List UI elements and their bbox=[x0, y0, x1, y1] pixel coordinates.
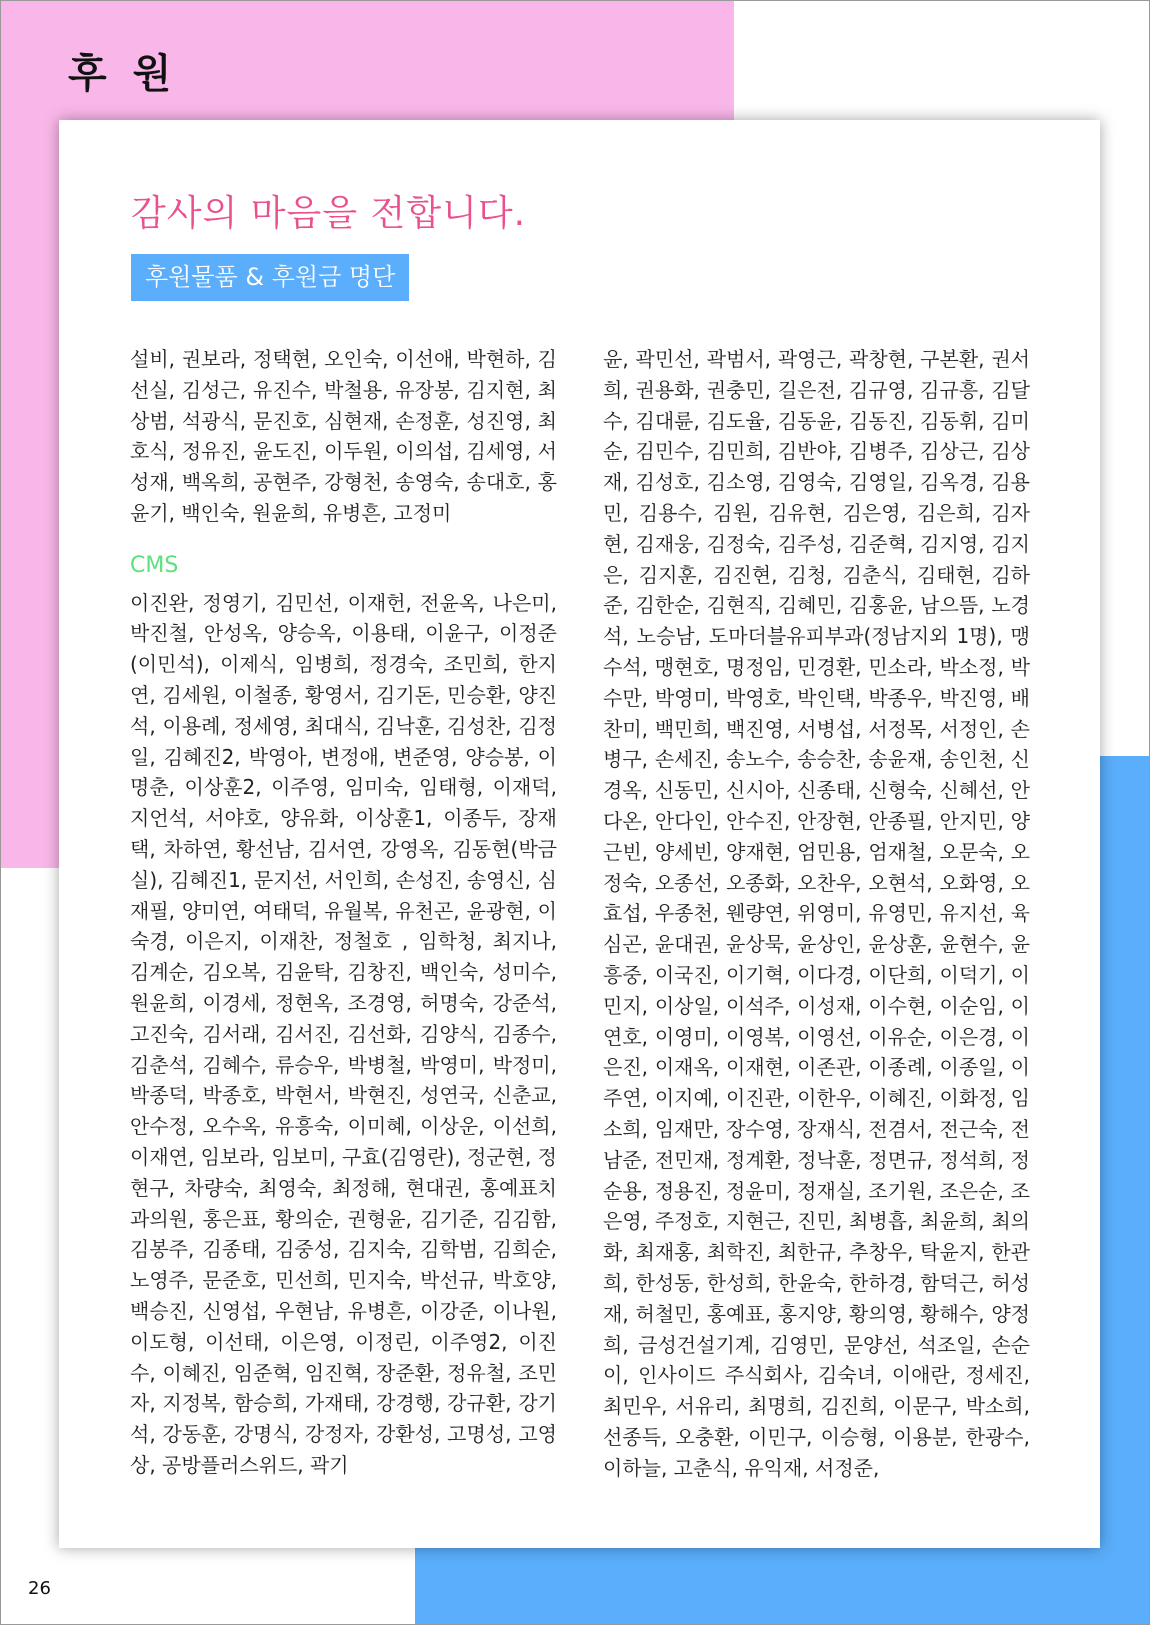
donors-intro-text: 설비, 권보라, 정택현, 오인숙, 이선애, 박현하, 김선실, 김성근, 유진수, 박철용, 유장봉, 김지현, 최상범, 석광식, 문진호, 심현재, 손정훈, 성진영, 최호식, 정유진, 윤도진, 이두원, 이의섭, 김세영, 서성재, 백옥희, 공현주, 강형천, 송영숙, 송대호, 홍윤기, 백인숙, 원윤희, 유병흔, 고정미 bbox=[130, 347, 557, 525]
donor-card bbox=[59, 120, 1100, 1548]
page-number: 26 bbox=[28, 1578, 51, 1599]
cms-heading: CMS bbox=[130, 552, 179, 578]
headline: 감사의 마음을 전합니다. bbox=[131, 193, 527, 234]
right-column bbox=[603, 344, 1030, 1483]
left-column bbox=[130, 344, 557, 1481]
cms-donors-left-text: 이진완, 정영기, 김민선, 이재헌, 전윤옥, 나은미, 박진철, 안성옥, 양승옥, 이용태, 이윤구, 이정준(이민석), 이제식, 임병희, 정경숙, 조민희, 한지연, 김세원, 이철종, 황영서, 김기돈, 민승환, 양진석, 이용례, 정세영, 최대식, 김낙훈, 김성찬, 김정일, 김혜진2, 박영아, 변정애, 변준영, 양승봉, 이명춘, 이상훈2, 이주영, 임미숙, 임태형, 이재덕, 지언석, 서야호, 양유화, 이상훈1, 이종두, 장재택, 차하연, 황선남, 김서연, 강영옥, 김동현(박금실), 김혜진1, 문지선, 서인희, 손성진, 송영신, 심재필, 양미연, 여태덕, 유월복, 유천곤, 윤광현, 이숙경, 이은지, 이재찬, 정철호 , 임학청, 최지나, 김계순, 김오복, 김윤탁, 김창진, 백인숙, 성미수, 원윤희, 이경세, 정현옥, 조경영, 허명숙, 강준석, 고진숙, 김서래, 김서진, 김선화, 김양식, 김종수, 김춘석, 김혜수, 류승우, 박병철, 박영미, 박정미, 박종덕, 박종호, 박현서, 박현진, 성연국, 신춘교, 안수정, 오수옥, 유흥숙, 이미혜, 이상운, 이선희, 이재연, 임보라, 임보미, 구효(김영란), 정군현, 정현구, 차량숙, 최영숙, 최정해, 현대권, 홍예표치과의원, 홍은표, 황의순, 권형윤, 김기준, 김김함, 김봉주, 김종태, 김중성, 김지숙, 김학범, 김희순, 노영주, 문준호, 민선희, 민지숙, 박선규, 박호양, 백승진, 신영섭, 우현남, 유병흔, 이강준, 이나원, 이도형, 이선태, 이은영, 이정린, 이주영2, 이진수, 이혜진, 임준혁, 임진혁, 장준환, 정유철, 조민자, 지정복, 함승희, 가재태, 강경행, 강규환, 강기석, 강동훈, 강명식, 강정자, 강환성, 고명성, 고영상, 공방플러스위드, 곽기 bbox=[130, 590, 557, 1477]
donor-list-label: 후원물품 & 후원금 명단 bbox=[131, 254, 409, 301]
cms-donors-right-text: 윤, 곽민선, 곽범서, 곽영근, 곽창현, 구본환, 권서희, 권용화, 권충민, 길은전, 김규영, 김규흥, 김달수, 김대륜, 김도율, 김동윤, 김동진, 김동휘, 김미순, 김민수, 김민희, 김반야, 김병주, 김상근, 김상재, 김성호, 김소영, 김영숙, 김영일, 김옥경, 김용민, 김용수, 김원, 김유현, 김은영, 김은희, 김자현, 김재웅, 김정숙, 김주성, 김준혁, 김지영, 김지은, 김지훈, 김진현, 김청, 김춘식, 김태현, 김하준, 김한순, 김현직, 김혜민, 김홍윤, 남으뜸, 노경석, 노승남, 도마더블유피부과(정남지외 1명), 맹수석, 맹현호, 명정임, 민경환, 민소라, 박소정, 박수만, 박영미, 박영호, 박인택, 박종우, 박진영, 배찬미, 백민희, 백진영, 서병섭, 서정목, 서정인, 손병구, 손세진, 송노수, 송승찬, 송윤재, 송인천, 신경옥, 신동민, 신시아, 신종태, 신형숙, 신혜선, 안다온, 안다인, 안수진, 안장현, 안종필, 안지민, 양근빈, 양세빈, 양재현, 엄민용, 엄재철, 오문숙, 오정숙, 오종선, 오종화, 오찬우, 오현석, 오화영, 오효섭, 우종천, 웬량연, 위영미, 유영민, 유지선, 육심곤, 윤대권, 윤상묵, 윤상인, 윤상훈, 윤현수, 윤흥중, 이국진, 이기혁, 이다경, 이단희, 이덕기, 이민지, 이상일, 이석주, 이성재, 이수현, 이순임, 이연호, 이영미, 이영복, 이영선, 이유순, 이은경, 이은진, 이재옥, 이재현, 이존관, 이종례, 이종일, 이주연, 이지예, 이진관, 이한우, 이혜진, 이화정, 임소희, 임재만, 장수영, 장재식, 전겸서, 전근숙, 전남준, 전민재, 정계환, 정낙훈, 정면규, 정석희, 정순용, 정용진, 정윤미, 정재실, 조기원, 조은순, 조은영, 주정호, 지현근, 진민, 최병흡, 최윤희, 최의화, 최재홍, 최학진, 최한규, 추창우, 탁윤지, 한관희, 한성동, 한성희, 한윤숙, 한하경, 함덕근, 허성재, 허철민, 홍예표, 홍지양, 황의영, 황해수, 양정희, 금성건설기계, 김영민, 문양선, 석조일, 손순이, 인사이드 주식회사, 김숙녀, 이애란, 정세진, 최민우, 서유리, 최명희, 김진희, 이문구, 박소희, 선종득, 오충환, 이민구, 이승형, 이용분, 한광수, 이하늘, 고춘식, 유익재, 서정준, bbox=[603, 347, 1030, 1480]
section-title: 후 원 bbox=[68, 51, 178, 97]
